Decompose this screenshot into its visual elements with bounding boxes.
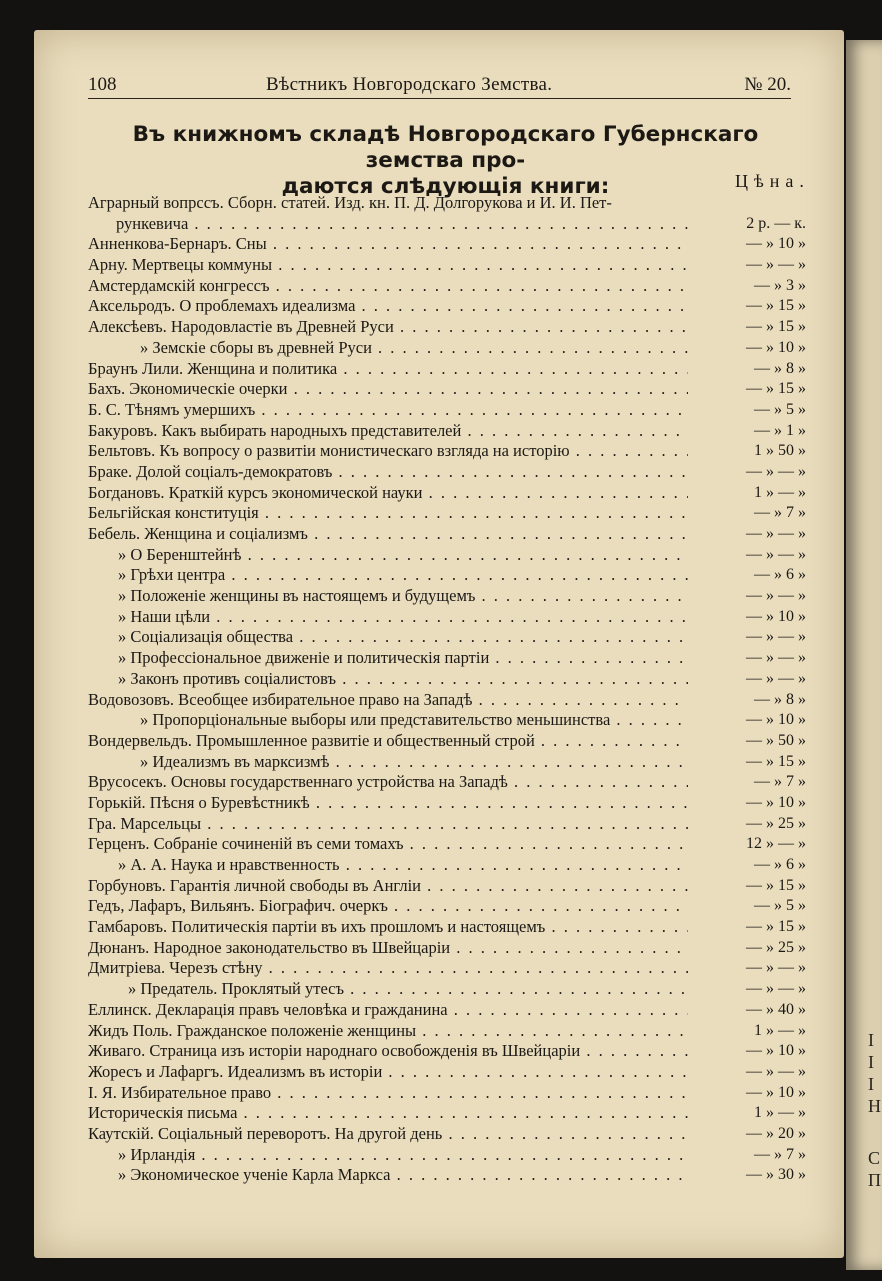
book-price: 1 » — » [754,483,806,501]
adjacent-page-edge [846,40,882,1270]
book-title: І. Я. Избирательное право . . . [88,1083,688,1104]
book-title: Бахъ. Экономическіе очерки . . . [88,379,688,400]
price-column-header: Цѣна. [735,171,810,191]
book-title: Водовозовъ. Всеобщее избирательное право на Западѣ . . . [88,690,688,711]
book-price: — » 25 » [746,938,806,956]
book-price: 2 р. — к. [746,214,806,232]
book-price: — » 7 » [754,773,806,791]
book-price: — » 1 » [754,421,806,439]
book-entry [88,1103,806,1124]
adjacent-page-letter: I [868,1052,874,1072]
book-price: — » — » [746,628,806,646]
book-title: Анненкова-Бернаръ. Сны . . . [88,234,688,255]
book-title: Живаго. Страница изъ исторіи народнаго освобожденія въ Швейцаріи . . . [88,1041,688,1062]
book-price: — » 15 » [746,297,806,315]
book-entry [88,1083,806,1104]
book-price: — » 15 » [746,318,806,336]
book-price: — » 15 » [746,380,806,398]
book-entry [88,669,806,690]
book-title: Гамбаровъ. Политическія партіи въ ихъ прошломъ и настоящемъ . . . [88,917,688,938]
adjacent-page-letter: C [868,1148,881,1168]
book-entry [88,462,806,483]
book-title: » Земскіе сборы въ древней Руси . . . [88,338,688,359]
book-entry [88,648,806,669]
book-price: — » — » [746,669,806,687]
running-header [88,72,791,99]
book-entry [88,586,806,607]
book-title: Герценъ. Собраніе сочиненій въ семи томахъ . . . [88,834,688,855]
book-price: — » 5 » [754,400,806,418]
book-price: 12 » — » [746,835,806,853]
book-title: Еллинск. Декларація правъ человѣка и гражданина . . . [88,1000,688,1021]
book-entry [88,1145,806,1166]
book-title: Гра. Марсельцы . . . [88,814,688,835]
book-price: — » 25 » [746,814,806,832]
book-title: » Идеализмъ въ марксизмѣ . . . [88,752,688,773]
book-price: — » — » [746,545,806,563]
book-price: — » — » [746,649,806,667]
book-title: Историческія письма . . . [88,1103,688,1124]
book-entry [88,834,806,855]
book-title: Браке. Долой соціалъ-демократовъ . . . [88,462,688,483]
book-entry [88,1021,806,1042]
book-entry [88,359,806,380]
book-price: — » 3 » [754,276,806,294]
book-price: — » 10 » [746,607,806,625]
book-price: — » 10 » [746,1083,806,1101]
adjacent-page-letter: H [868,1096,881,1116]
book-title: Аграрный вопрссъ. Сборн. статей. Изд. кн. П. Д. Долгорукова и И. И. Пет- [88,193,612,212]
book-price: — » — » [746,980,806,998]
book-title: Дмитріева. Черезъ стѣну . . . [88,958,688,979]
issue-number: № 20. [744,74,791,95]
book-title: Бельтовъ. Къ вопросу о развитіи монистическаго взгляда на исторію . . . [88,441,688,462]
book-price: — » — » [746,525,806,542]
book-entry [88,296,806,317]
book-title: Бельгійская конституція . . . [88,503,688,524]
book-title: Дюнанъ. Народное законодательство въ Швейцаріи . . . [88,938,688,959]
book-title: » Грѣхи центра . . . [88,565,688,586]
page-title-line-2: даются слѣдующія книги: [281,174,610,199]
journal-title: Вѣстникъ Новгородскаго Земства. [266,74,553,95]
adjacent-page-letter: I [868,1074,874,1094]
book-title: Аксельродъ. О проблемахъ идеализма . . . [88,296,688,317]
book-title: Богдановъ. Краткій курсъ экономической науки . . . [88,483,688,504]
book-price: — » 6 » [754,566,806,584]
book-price: — » 10 » [746,338,806,356]
page-title-line-1: Въ книжномъ складѣ Новгородскаго Губернскаго земства про- [132,122,759,173]
book-title: Амстердамскій конгрессъ . . . [88,276,688,297]
book-entry [88,193,806,214]
book-price: — » 15 » [746,752,806,770]
book-entry [88,524,806,545]
book-price: — » 15 » [746,918,806,936]
book-entry [88,214,806,235]
book-price: — » 7 » [754,1145,806,1163]
book-entry [88,483,806,504]
book-title: » А. А. Наука и нравственность . . . [88,855,688,876]
book-price: — » 10 » [746,793,806,811]
book-title: » Наши цѣли . . . [88,607,688,628]
page-number: 108 [88,74,117,95]
book-entry [88,1165,806,1186]
book-entry [88,710,806,731]
page-title [88,122,803,200]
book-title: Б. С. Тѣнямъ умершихъ . . . [88,400,688,421]
book-entry [88,814,806,835]
book-price: 1 » — » [754,1021,806,1039]
book-title: » Законъ противъ соціалистовъ . . . [88,669,688,690]
book-list [88,193,806,1186]
book-entry [88,1062,806,1083]
book-price: — » 7 » [754,504,806,522]
book-title: Жоресъ и Лафаргъ. Идеализмъ въ исторіи . . . [88,1062,688,1083]
book-title: Горбуновъ. Гарантія личной свободы въ Англіи . . . [88,876,688,897]
book-title: Алексѣевъ. Народовластіе въ Древней Руси . . . [88,317,688,338]
book-price: — » 30 » [746,1166,806,1184]
book-entry [88,421,806,442]
book-title: » Пропорціональные выборы или представительство меньшинства . . . [88,710,688,731]
book-price: — » — » [746,959,806,977]
book-entry [88,1000,806,1021]
book-price: — » — » [746,256,806,274]
book-price: — » 15 » [746,876,806,894]
book-price: — » 10 » [746,1042,806,1060]
book-entry [88,731,806,752]
adjacent-page-letter: I [868,1030,874,1050]
book-entry [88,317,806,338]
book-price: — » 10 » [746,711,806,729]
book-title: Гедъ, Лафаръ, Вильянъ. Біографич. очеркъ . . . [88,896,688,917]
book-title: Бебель. Женщина и соціализмъ . . . [88,524,688,545]
book-entry [88,627,806,648]
book-title: » Соціализація общества . . . [88,627,688,648]
book-price: 1 » — » [754,1104,806,1122]
book-title: Каутскій. Соціальный переворотъ. На другой день . . . [88,1124,688,1145]
book-entry [88,876,806,897]
book-title: » Экономическое ученіе Карла Маркса . . . [88,1165,688,1186]
book-entry [88,234,806,255]
adjacent-page-letter: П [868,1170,881,1190]
book-entry [88,276,806,297]
book-entry [88,896,806,917]
book-entry [88,1124,806,1145]
book-entry [88,441,806,462]
book-price: — » 5 » [754,897,806,915]
book-title: Арну. Мертвецы коммуны . . . [88,255,688,276]
book-price: — » — » [746,462,806,480]
book-entry [88,545,806,566]
book-entry [88,400,806,421]
book-entry [88,917,806,938]
book-title: Врусосекъ. Основы государственнаго устройства на Западѣ . . . [88,772,688,793]
book-price: — » — » [746,1062,806,1080]
book-title: Бакуровъ. Какъ выбирать народныхъ представителей . . . [88,421,688,442]
book-price: — » 50 » [746,731,806,749]
book-title: рункевича . . . [88,214,688,235]
book-title: » О Беренштейнѣ . . . [88,545,688,566]
book-price: — » 20 » [746,1124,806,1142]
book-entry [88,938,806,959]
book-entry [88,255,806,276]
book-entry [88,565,806,586]
book-entry [88,607,806,628]
book-title: » Положеніе женщины въ настоящемъ и будущемъ . . . [88,586,688,607]
book-entry [88,958,806,979]
book-title: Жидъ Поль. Гражданское положеніе женщины . . . [88,1021,688,1042]
book-entry [88,855,806,876]
book-entry [88,752,806,773]
book-price: — » 40 » [746,1000,806,1018]
book-entry [88,772,806,793]
book-title: Браунъ Лили. Женщина и политика . . . [88,359,688,380]
book-entry [88,338,806,359]
book-title: Горькій. Пѣсня о Буревѣстникѣ . . . [88,793,688,814]
book-entry [88,379,806,400]
book-price: — » 8 » [754,690,806,708]
book-price: — » 10 » [746,235,806,253]
book-entry [88,1041,806,1062]
book-title: Вондервельдъ. Промышленное развитіе и общественный строй . . . [88,731,688,752]
book-entry [88,793,806,814]
book-title: » Профессіональное движеніе и политическія партіи . . . [88,648,688,669]
book-price: — » — » [746,587,806,605]
book-entry [88,979,806,1000]
book-title: » Ирландія . . . [88,1145,688,1166]
book-price: — » 8 » [754,359,806,377]
book-entry [88,503,806,524]
book-title: » Предатель. Проклятый утесъ . . . [88,979,688,1000]
book-price: — » 6 » [754,856,806,873]
book-entry [88,690,806,711]
book-price: 1 » 50 » [754,442,806,460]
